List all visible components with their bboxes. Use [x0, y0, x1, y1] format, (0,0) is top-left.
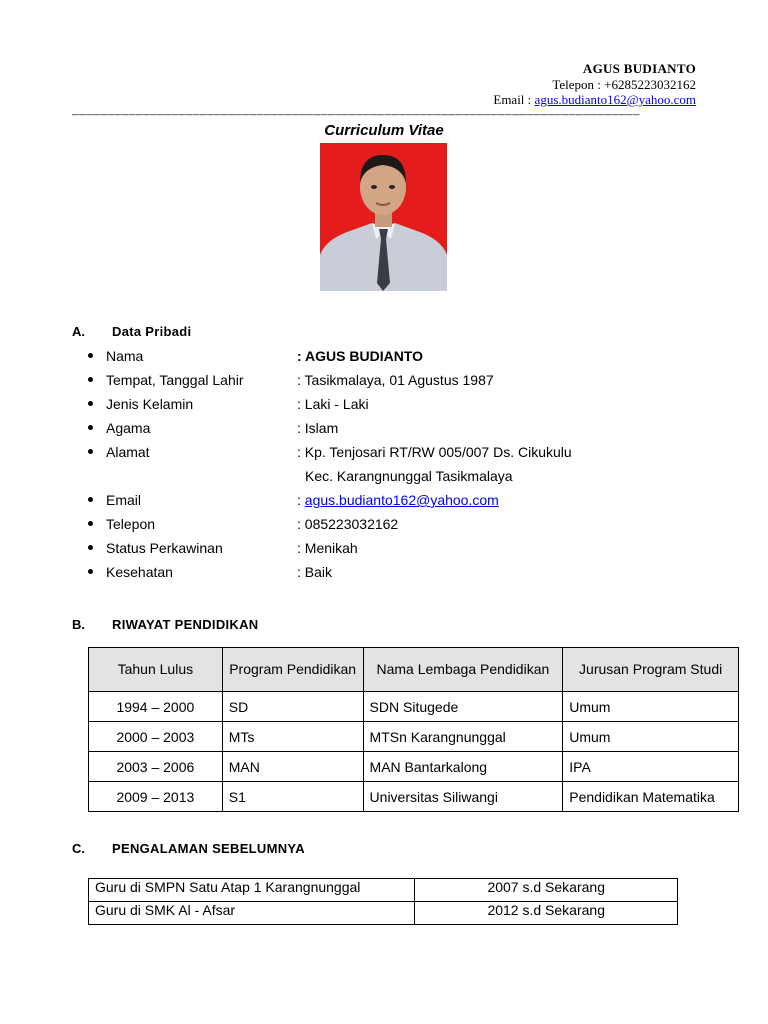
column-header: Program Pendidikan: [222, 648, 363, 692]
table-cell: MTs: [222, 722, 363, 752]
data-value: : AGUS BUDIANTO: [297, 348, 423, 364]
table-cell: Umum: [563, 722, 739, 752]
table-row: [89, 782, 739, 812]
education-table: [88, 647, 739, 812]
bullet-icon: [88, 449, 93, 454]
table-row: [89, 752, 739, 782]
section-b-letter: B.: [72, 617, 85, 632]
bullet-icon: [88, 425, 93, 430]
table-cell: S1: [222, 782, 363, 812]
section-c-title: PENGALAMAN SEBELUMNYA: [112, 841, 305, 856]
data-label: Jenis Kelamin: [106, 396, 194, 412]
table-cell: Umum: [563, 692, 739, 722]
table-cell: MTSn Karangnunggal: [363, 722, 563, 752]
section-a-title: Data Pribadi: [112, 324, 192, 339]
header-name: AGUS BUDIANTO: [582, 61, 696, 76]
data-label: Telepon: [106, 516, 156, 532]
table-header-row: [89, 648, 739, 692]
bullet-icon: [88, 569, 93, 574]
table-cell: 2009 – 2013: [89, 782, 223, 812]
data-label: Alamat: [106, 444, 150, 460]
data-value: : Islam: [297, 420, 339, 436]
email-prefix: :: [297, 492, 305, 508]
table-cell: 2012 s.d Sekarang: [415, 902, 678, 925]
divider-line: ––––––––––––––––––––––––––––––––––––––––––––––––––––––––––––––––––––––––––––––––: [72, 106, 640, 121]
section-b-title: RIWAYAT PENDIDIKAN: [112, 617, 259, 632]
column-header: Tahun Lulus: [89, 648, 223, 692]
email-link[interactable]: agus.budianto162@yahoo.com: [304, 492, 499, 508]
address-continued: Kec. Karangnunggal Tasikmalaya: [305, 468, 513, 484]
bullet-icon: [88, 521, 93, 526]
data-label: Agama: [106, 420, 151, 436]
table-cell: Pendidikan Matematika: [563, 782, 739, 812]
profile-photo-illustration: [320, 143, 447, 291]
bullet-icon: [88, 353, 93, 358]
bullet-icon: [88, 497, 93, 502]
document-title: Curriculum Vitae: [324, 122, 444, 139]
table-cell: 2003 – 2006: [89, 752, 223, 782]
table-cell: 2007 s.d Sekarang: [415, 879, 678, 902]
data-value: : Tasikmalaya, 01 Agustus 1987: [297, 372, 494, 388]
data-label: Status Perkawinan: [106, 540, 223, 556]
column-header: Jurusan Program Studi: [563, 648, 739, 692]
table-cell: MAN Bantarkalong: [363, 752, 563, 782]
table-cell: SDN Situgede: [363, 692, 563, 722]
table-row: [89, 722, 739, 752]
data-label: Nama: [106, 348, 144, 364]
data-value: : Baik: [297, 564, 333, 580]
section-c-letter: C.: [72, 841, 85, 856]
bullet-icon: [88, 401, 93, 406]
header-phone: Telepon : +6285223032162: [552, 77, 696, 92]
table-cell: SD: [222, 692, 363, 722]
data-value: : Menikah: [297, 540, 358, 556]
profile-photo: [320, 143, 447, 291]
bullet-icon: [88, 377, 93, 382]
bullet-icon: [88, 545, 93, 550]
table-cell: 2000 – 2003: [89, 722, 223, 752]
data-value: [297, 490, 499, 510]
experience-table: [88, 878, 678, 925]
data-value: : Laki - Laki: [297, 396, 369, 412]
data-label: Email: [106, 492, 142, 508]
table-cell: Universitas Siliwangi: [363, 782, 563, 812]
table-row: [89, 879, 678, 902]
table-row: [89, 902, 678, 925]
table-cell: IPA: [563, 752, 739, 782]
data-label: Tempat, Tanggal Lahir: [106, 372, 244, 388]
header-email-prefix: Email :: [493, 92, 535, 107]
table-row: [89, 692, 739, 722]
data-value: : 085223032162: [297, 516, 399, 532]
table-cell: Guru di SMPN Satu Atap 1 Karangnunggal: [89, 879, 415, 902]
table-cell: MAN: [222, 752, 363, 782]
column-header: Nama Lembaga Pendidikan: [363, 648, 563, 692]
data-label: Kesehatan: [106, 564, 173, 580]
header-email-link[interactable]: agus.budianto162@yahoo.com: [534, 92, 696, 107]
table-cell: Guru di SMK Al - Afsar: [89, 902, 415, 925]
table-cell: 1994 – 2000: [89, 692, 223, 722]
data-value: : Kp. Tenjosari RT/RW 005/007 Ds. Cikukulu: [297, 444, 572, 460]
section-a-letter: A.: [72, 324, 85, 339]
